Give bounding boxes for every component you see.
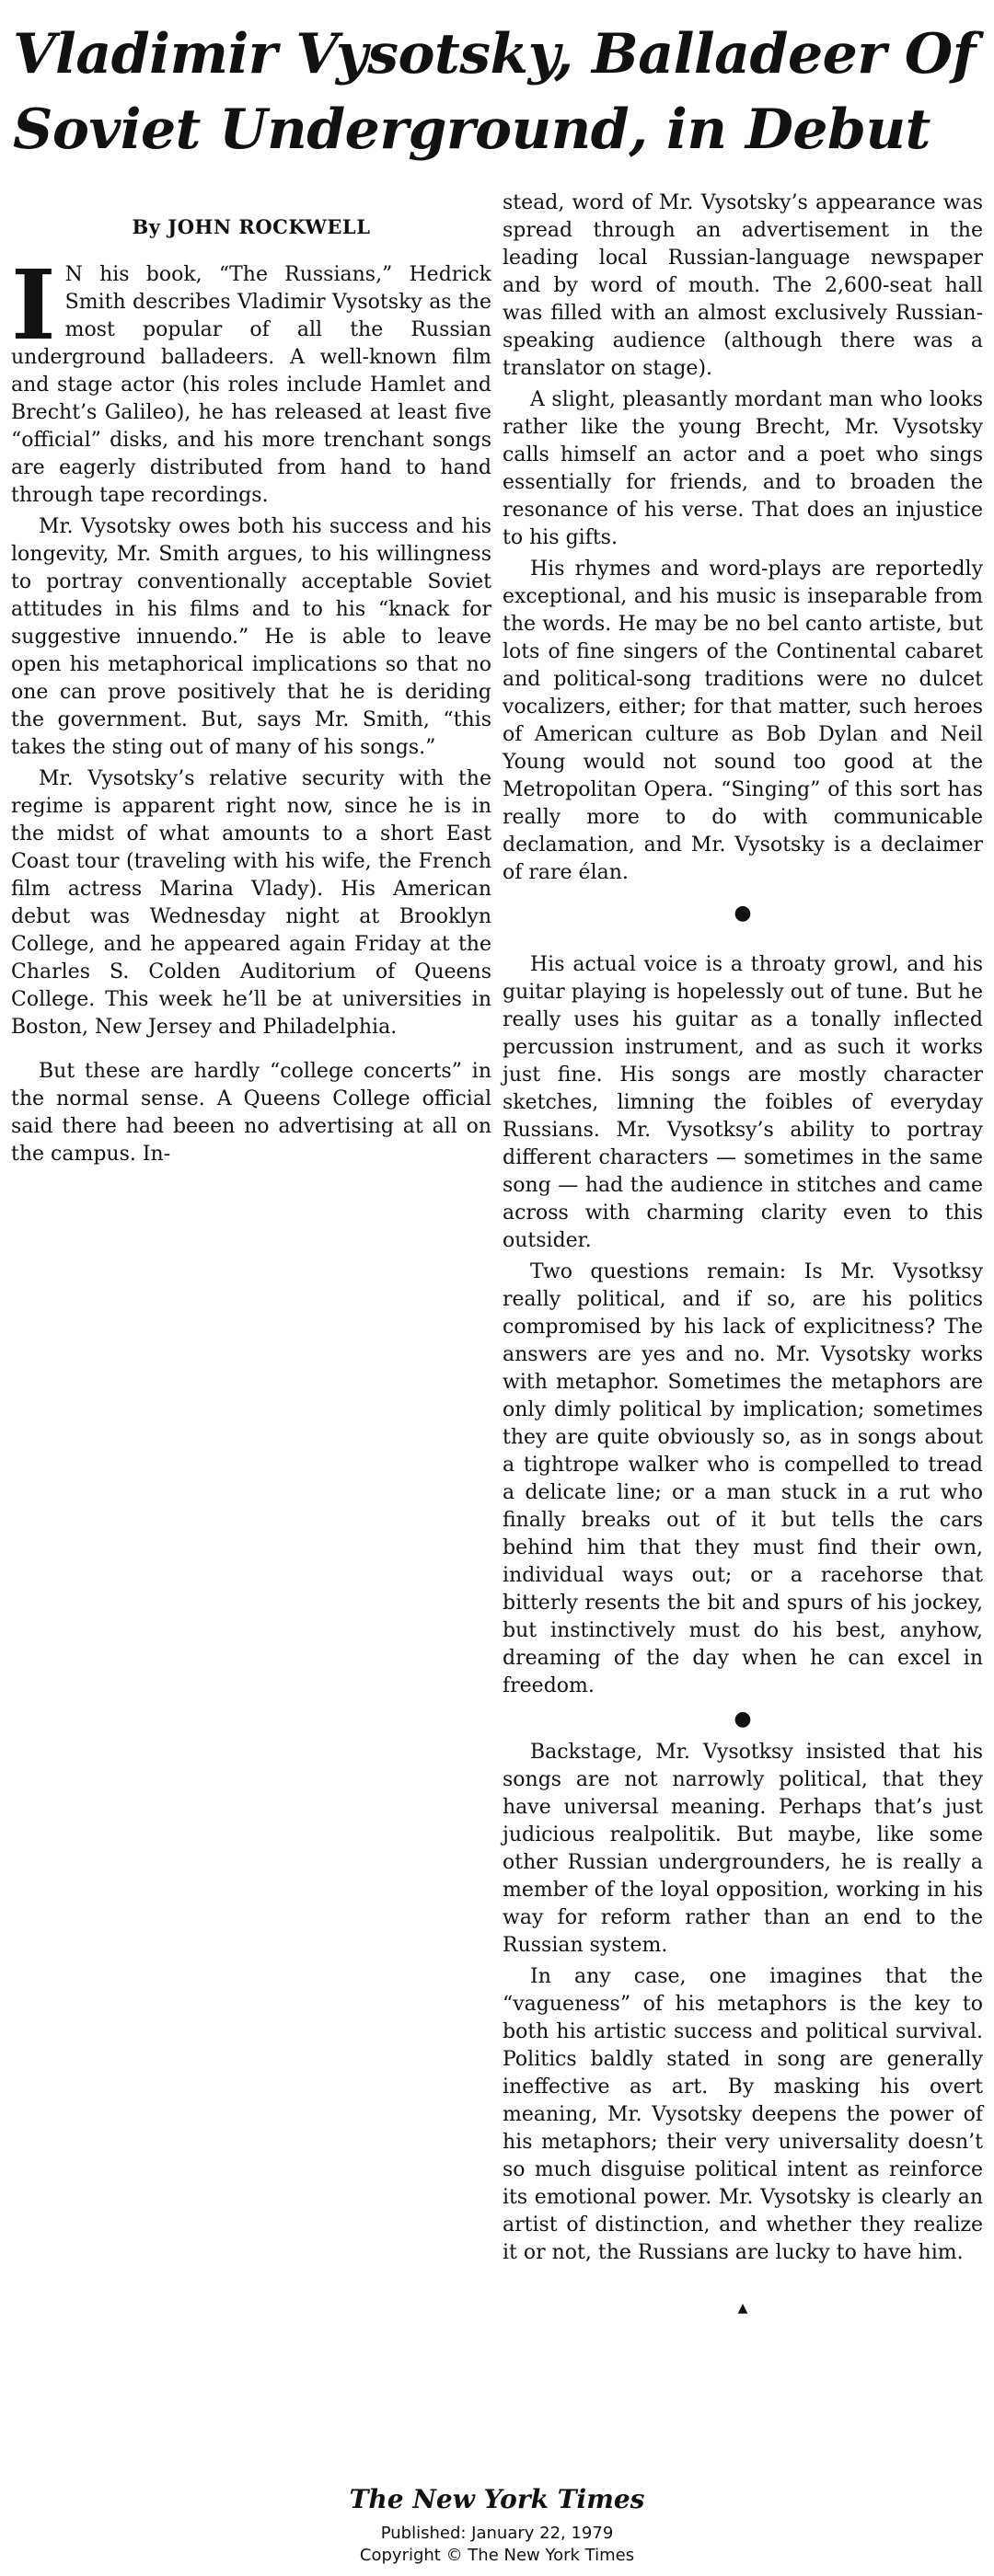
published-date: Published: January 22, 1979 (380, 2524, 614, 2543)
copyright: Copyright © The New York Times (359, 2546, 635, 2565)
right-column (503, 190, 983, 2322)
paragraph: In any case, one imagines that the “vagueness” of his metaphors is the key to both his artistic success and political survival. Politics baldly stated in song are generally ineffective as art. By masking his overt meaning, Mr. Vysotsky deepens the power of his metaphors; their very universality doesn’t so much disguise political intent as reinforce its emotional power. Mr. Vysotsky is clearly an artist of distinction, and whether they realize it or not, the Russians are lucky to have him. (503, 1965, 983, 2264)
section-divider-bullet: ● (734, 1708, 752, 1731)
paragraph (11, 248, 491, 510)
drop-cap: I (11, 248, 56, 362)
byline: By JOHN ROCKWELL (132, 215, 371, 238)
paragraph: His actual voice is a throaty growl, and his guitar playing is hopelessly out of tune. But he really uses his guitar as a tonally inflected percussion instrument, and as such it works just fine. His songs are mostly character sketches, limning the foibles of everyday Russians. Mr. Vysotksy’s ability to portray different characters — sometimes in the same song — had the audience in stitches and came across with charming clarity even to this outsider. (503, 953, 983, 1252)
paragraph: stead, word of Mr. Vysotsky’s appearance was spread through an advertisement in the leading local Russian-language newspaper and by word of mouth. The 2,600-seat hall was filled with an almost exclusively Russian-speaking audience (although there was a translator on stage). (503, 191, 983, 380)
paragraph: Mr. Vysotsky owes both his success and his longevity, Mr. Smith argues, to his willingness to portray conventionally acceptable Soviet attitudes in his films and to his “knack for suggestive innuendo.” He is able to leave open his metaphorical implications so that no one can prove positively that he is deriding the government. But, says Mr. Smith, “this takes the sting out of many of his songs.” (11, 515, 491, 759)
section-divider-bullet: ● (734, 902, 752, 925)
paragraph: A slight, pleasantly mordant man who looks rather like the young Brecht, Mr. Vysotsky calls himself an actor and a poet who sings essentially for friends, and to broaden the resonance of his verse. That does an injustice to his gifts. (503, 388, 983, 549)
footer (0, 2484, 994, 2567)
paragraph: Mr. Vysotsky’s relative security with the regime is apparent right now, since he is in the midst of what amounts to a short East Coast tour (traveling with his wife, the French film actress Marina Vlady). His American debut was Wednesday night at Brooklyn College, and he appeared again Friday at the Charles S. Colden Auditorium of Queens College. This week he’ll be at universities in Boston, New Jersey and Philadelphia. (11, 767, 491, 1039)
left-column (11, 204, 491, 1172)
paragraph: Two questions remain: Is Mr. Vysotksy really political, and if so, are his politics compromised by his lack of explicitness? The answers are yes and no. Mr. Vysotsky works with metaphor. Sometimes the metaphors are only dimly political by implication; sometimes they are quite obviously so, as in songs about a tightrope walker who is compelled to tread a delicate line; or a man stuck in a rut who finally breaks out of it but tells the cars behind him that they must find their own, individual ways out; or a racehorse that bitterly resents the bit and spurs of his jockey, but instinctively must do his best, anyhow, dreaming of the day when he can excel in freedom. (503, 1260, 983, 1697)
nyt-logo: The New York Times (349, 2484, 645, 2514)
article-headline: Vladimir Vysotsky, Balladeer Of Soviet Underground, in Debut (13, 22, 976, 162)
paragraph: But these are hardly “college concerts” in the normal sense. A Queens College official said there had beeen no advertising at all on the campus. In- (11, 1060, 491, 1166)
paragraph: Backstage, Mr. Vysotksy insisted that his songs are not narrowly political, that they have universal meaning. Perhaps that’s just judicious realpolitik. But maybe, like some other Russian undergrounders, he is really a member of the loyal opposition, working in his way for reform rather than an end to the Russian system. (503, 1741, 983, 1957)
paragraph: His rhymes and word-plays are reportedly exceptional, and his music is inseparable from the words. He may be no bel canto artiste, but lots of fine singers of the Continental cabaret and political-song traditions were no dulcet vocalizers, either; for that matter, such heroes of American culture as Bob Dylan and Neil Young would not sound too good at the Metropolitan Opera. “Singing” of this sort has really more to do with communicable declamation, and Mr. Vysotsky is a declaimer of rare élan. (503, 558, 983, 884)
paragraph-text: N his book, “The Russians,” Hedrick Smith describes Vladimir Vysotsky as the most popular of all the Russian underground balladeers. A well-known film and stage actor (his roles include Hamlet and Brecht’s Galileo), he has released at least five “official” disks, and his more trenchant songs are eagerly distributed from hand to hand through tape recordings. (11, 263, 491, 507)
end-mark: ▲ (737, 2301, 748, 2316)
